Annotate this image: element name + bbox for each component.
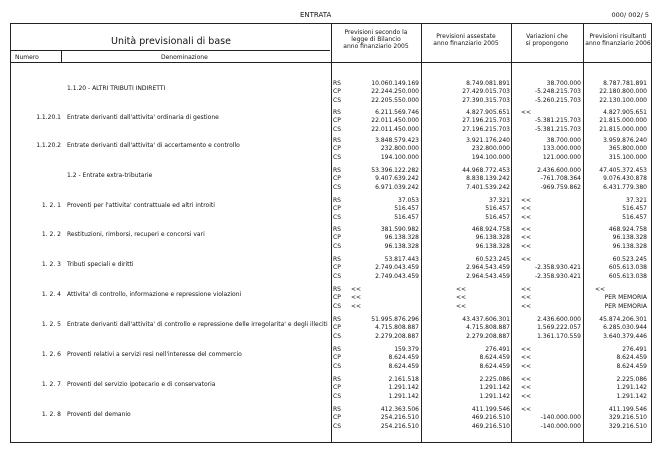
row-code: CP [333,294,341,302]
row-code: CP [333,234,341,242]
row-values-c3 [515,286,581,311]
row-code: RS [333,316,341,323]
row-denomination: Entrate derivanti dall'attivita' di accertamento e controllo [67,142,240,149]
value-cell: 516.457 [394,205,419,213]
value-cell: 468.924.758 [471,226,510,233]
value-cell: << [521,406,532,413]
row-values-c2 [426,197,510,222]
value-cell: -140.000.000 [540,414,581,422]
head-divider [11,50,330,51]
table-row [11,406,651,433]
value-cell: 2.279.208.887 [375,332,419,340]
value-cell: 1.291.142 [616,384,647,392]
value-cell: 8.624.459 [616,354,647,362]
table-row [11,346,651,373]
row-code: RS [333,137,341,144]
row-values-c3 [515,226,581,251]
row-values-c2 [426,406,510,431]
value-cell: 133.000.000 [542,145,581,153]
value-cell: << [521,346,532,353]
row-values-c1 [349,226,419,251]
page-title: ENTRATA [300,11,332,19]
value-cell: 2.225.086 [616,376,647,383]
value-cell: 516.457 [394,213,419,221]
value-cell: 22.011.450.000 [371,117,419,125]
table-row [11,167,651,194]
value-cell: 60.523.245 [475,256,510,263]
value-cell: 232.800.000 [471,145,510,153]
row-denomination: Proventi relativi a servizi resi nell'interesse del commercio [67,351,242,358]
row-denomination: Entrate derivanti dall'attivita' di controllo e repressione delle irregolarita' e degli illeciti [67,321,328,328]
value-cell: << [456,294,467,302]
row-number: 1. 2. 7 [41,381,61,388]
value-cell: -5.260.215.703 [534,96,581,104]
value-cell: << [521,302,532,310]
row-values-c4 [585,316,647,341]
value-cell: 1.291.142 [388,392,419,400]
value-cell: 4.715.808.887 [466,324,510,332]
row-code: RS [333,376,341,383]
table-row [11,286,651,313]
row-codes [333,316,349,341]
value-cell: 2.964.543.459 [466,264,510,272]
row-values-c2 [426,109,510,134]
row-code: CP [333,414,341,422]
budget-table [10,23,652,443]
value-cell: 411.199.546 [608,406,647,413]
value-cell: 9.076.430.878 [603,175,647,183]
value-cell: 96.138.328 [384,234,419,242]
value-cell: 3.921.176.240 [466,137,510,144]
row-values-c3 [515,197,581,222]
value-cell: 469.216.510 [471,422,510,430]
row-code: RS [333,197,341,204]
value-cell: 37.321 [626,197,647,204]
row-codes [333,167,349,192]
value-cell: 516.457 [485,205,510,213]
value-cell: 22.011.450.000 [371,125,419,133]
value-cell: 194.100.000 [471,153,510,161]
value-cell: 21.815.000.000 [599,125,647,133]
value-cell: 9.407.639.242 [375,175,419,183]
row-code: RS [333,226,341,233]
value-cell: 27.390.315.703 [462,96,510,104]
value-cell: 254.216.510 [380,414,419,422]
value-cell: 194.100.000 [380,153,419,161]
row-number: 1.1.20.1 [36,114,61,121]
row-denomination: 1.2 - Entrate extra-tributarie [67,172,153,179]
value-cell: 22.205.550.000 [371,96,419,104]
row-code: CS [333,272,341,280]
row-codes [333,109,349,134]
row-values-c3 [515,256,581,281]
table-row [11,109,651,136]
row-codes [333,376,349,401]
row-code: CP [333,324,341,332]
value-cell: 2.279.208.887 [466,332,510,340]
row-values-c3 [515,316,581,341]
value-cell: 22.180.800.000 [599,88,647,96]
value-cell: 365.800.000 [608,145,647,153]
value-cell: << [521,384,532,392]
row-code: CP [333,88,341,96]
table-row [11,226,651,253]
row-values-c2 [426,226,510,251]
value-cell: 6.285.030.944 [603,324,647,332]
row-values-c1 [349,167,419,192]
row-codes [333,80,349,105]
col2-heading: Previsioni assestate anno finanziario 2005 [433,33,499,47]
row-code: CS [333,125,341,133]
row-codes [333,346,349,371]
value-cell: 45.874.206.301 [599,316,647,323]
row-values-c3 [515,109,581,134]
row-code: CP [333,205,341,213]
row-values-c4 [585,256,647,281]
row-values-c4 [585,197,647,222]
table-row [11,376,651,403]
value-cell: PER MEMORIA [604,294,647,302]
row-code: RS [333,256,341,263]
row-values-c2 [426,80,510,105]
value-cell: PER MEMORIA [604,302,647,310]
value-cell: 96.138.328 [612,242,647,250]
row-values-c2 [426,316,510,341]
row-number: 1. 2. 3 [41,261,61,268]
value-cell: << [521,234,532,242]
row-values-c1 [349,197,419,222]
value-cell: << [521,109,532,116]
value-cell: 3.848.579.423 [375,137,419,144]
row-codes [333,286,349,311]
row-code: RS [333,286,341,293]
row-code: RS [333,346,341,353]
value-cell: 315.100.000 [608,153,647,161]
value-cell: 22.130.100.000 [599,96,647,104]
row-code: CS [333,242,341,250]
row-values-c3 [515,346,581,371]
table-row [11,80,651,107]
row-values-c2 [426,346,510,371]
value-cell: 121.000.000 [542,153,581,161]
value-cell: 329.216.510 [608,422,647,430]
row-codes [333,226,349,251]
row-denomination: Tributi speciali e diritti [67,261,134,268]
value-cell: 2.225.086 [479,376,510,383]
value-cell: 411.199.546 [471,406,510,413]
row-code: CP [333,175,341,183]
page-code: 000/ 002/ 5 [611,11,649,19]
row-values-c3 [515,406,581,431]
row-values-c3 [515,167,581,192]
value-cell: 47.405.372.453 [599,167,647,174]
row-number: 1. 2. 8 [41,411,61,418]
value-cell: 2.749.043.459 [375,264,419,272]
row-code: RS [333,167,341,174]
value-cell: 6.971.039.242 [375,183,419,191]
value-cell: 96.138.328 [475,242,510,250]
row-values-c4 [585,376,647,401]
row-code: RS [333,80,341,87]
row-code: CP [333,117,341,125]
value-cell: << [456,286,467,293]
value-cell: << [521,294,532,302]
value-cell: 10.060.149.169 [371,80,419,87]
value-cell: -5.381.215.703 [534,125,581,133]
row-values-c3 [515,376,581,401]
value-cell: 8.624.459 [479,354,510,362]
value-cell: 38.700.000 [546,137,581,144]
value-cell: -761.708.364 [540,175,581,183]
value-cell: 22.244.250.000 [371,88,419,96]
row-denomination: Proventi per l'attivita' contrattuale ed altri introiti [67,202,215,209]
value-cell: 159.379 [394,346,419,353]
value-cell: 2.436.600.000 [537,167,581,174]
row-values-c1 [349,376,419,401]
value-cell: 37.053 [398,197,419,204]
row-number: 1.1.20.2 [36,142,61,149]
row-number: 1. 2. 4 [41,291,61,298]
value-cell: << [456,302,467,310]
table-row [11,256,651,283]
value-cell: 7.401.539.242 [466,183,510,191]
row-code: CP [333,264,341,272]
row-code: RS [333,406,341,413]
col3-heading: Variazioni che si propongono [525,33,569,47]
value-cell: -140.000.000 [540,422,581,430]
value-cell: 38.700.000 [546,80,581,87]
value-cell: 21.815.000.000 [599,117,647,125]
row-values-c2 [426,256,510,281]
row-values-c2 [426,167,510,192]
value-cell: 27.196.215.703 [462,125,510,133]
value-cell: 469.216.510 [471,414,510,422]
value-cell: << [521,213,532,221]
row-values-c4 [585,286,647,311]
value-cell: 3.640.379.446 [603,332,647,340]
row-code: RS [333,109,341,116]
value-cell: 96.138.328 [384,242,419,250]
row-values-c4 [585,167,647,192]
row-code: CS [333,302,341,310]
value-cell: 1.291.142 [616,392,647,400]
value-cell: 1.361.170.559 [537,332,581,340]
row-values-c4 [585,137,647,162]
value-cell: -969.759.862 [540,183,581,191]
value-cell: 53.396.122.282 [371,167,419,174]
value-cell: 605.613.038 [608,264,647,272]
row-values-c1 [349,406,419,431]
value-cell: << [521,197,532,204]
row-values-c1 [349,346,419,371]
value-cell: 8.624.459 [388,354,419,362]
value-cell: 8.624.459 [616,362,647,370]
row-number: 1. 2. 1 [41,202,61,209]
row-codes [333,406,349,431]
value-cell: 4.827.905.651 [466,109,510,116]
value-cell: -5.381.215.703 [534,117,581,125]
value-cell: << [595,286,606,293]
numero-heading: Numero [15,54,39,61]
value-cell: 276.491 [485,346,510,353]
value-cell: 37.321 [489,197,510,204]
value-cell: -5.248.215.703 [534,88,581,96]
value-cell: 605.613.038 [608,272,647,280]
numero-divider [61,50,62,62]
value-cell: << [521,362,532,370]
row-values-c1 [349,80,419,105]
row-code: CS [333,213,341,221]
value-cell: 232.800.000 [380,145,419,153]
value-cell: 468.924.758 [608,226,647,233]
row-values-c4 [585,109,647,134]
value-cell: 3.959.876.240 [603,137,647,144]
row-code: CS [333,153,341,161]
row-codes [333,137,349,162]
row-values-c2 [426,376,510,401]
row-values-c1 [349,316,419,341]
value-cell: 4.827.905.651 [603,109,647,116]
row-code: CS [333,392,341,400]
row-code: CP [333,354,341,362]
value-cell: 516.457 [622,213,647,221]
row-denomination: Restituzioni, rimborsi, recuperi e concorsi vari [67,231,205,238]
value-cell: << [521,286,532,293]
value-cell: 27.196.215.703 [462,117,510,125]
value-cell: 254.216.510 [380,422,419,430]
value-cell: << [521,376,532,383]
row-denomination: Proventi del servizio ipotecario e di conservatoria [67,381,216,388]
value-cell: 8.838.139.242 [466,175,510,183]
table-row [11,316,651,343]
denominazione-heading: Denominazione [161,54,208,61]
row-number: 1. 2. 6 [41,351,61,358]
value-cell: << [351,286,362,293]
value-cell: 6.431.779.380 [603,183,647,191]
unita-heading: Unità previsionali di base [111,36,231,47]
row-values-c4 [585,80,647,105]
value-cell: 44.968.772.453 [462,167,510,174]
row-values-c1 [349,256,419,281]
value-cell: 329.216.510 [608,414,647,422]
value-cell: 4.715.808.887 [375,324,419,332]
row-code: CP [333,384,341,392]
value-cell: 8.624.459 [388,362,419,370]
row-code: CS [333,96,341,104]
value-cell: 1.569.222.057 [537,324,581,332]
value-cell: << [521,392,532,400]
value-cell: 2.749.043.459 [375,272,419,280]
head-divider [11,62,651,63]
value-cell: 96.138.328 [612,234,647,242]
value-cell: << [351,302,362,310]
row-values-c2 [426,137,510,162]
row-denomination: Entrate derivanti dall'attivita' ordinaria di gestione [67,114,219,121]
value-cell: 516.457 [485,213,510,221]
row-code: CP [333,145,341,153]
table-row [11,137,651,164]
value-cell: << [521,205,532,213]
row-code: CS [333,422,341,430]
value-cell: 53.817.443 [384,256,419,263]
value-cell: 2.964.543.459 [466,272,510,280]
row-denomination: Attivita' di controllo, informazione e repressione violazioni [67,291,242,298]
row-values-c4 [585,346,647,371]
value-cell: 1.291.142 [479,392,510,400]
value-cell: << [521,256,532,263]
row-values-c3 [515,80,581,105]
row-code: CS [333,362,341,370]
value-cell: 2.161.518 [388,376,419,383]
value-cell: << [521,242,532,250]
row-number: 1. 2. 5 [41,321,61,328]
value-cell: 412.363.506 [380,406,419,413]
value-cell: 276.491 [622,346,647,353]
value-cell: -2.358.930.421 [534,264,581,272]
row-denomination: 1.1.20 - ALTRI TRIBUTI INDIRETTI [67,85,166,92]
row-number: 1. 2. 2 [41,231,61,238]
row-denomination: Proventi del demanio [67,411,131,418]
value-cell: 8.624.459 [479,362,510,370]
value-cell: 8.787.781.891 [603,80,647,87]
row-values-c2 [426,286,510,311]
row-code: CS [333,183,341,191]
col1-heading: Previsioni secondo la legge di Bilancio anno finanziario 2005 [343,29,409,50]
col4-heading: Previsioni risultanti anno finanziario 2006 [585,33,651,47]
row-codes [333,197,349,222]
value-cell: << [521,354,532,362]
row-values-c4 [585,406,647,431]
value-cell: 6.211.569.746 [375,109,419,116]
value-cell: 27.429.015.703 [462,88,510,96]
value-cell: 1.291.142 [479,384,510,392]
value-cell: 96.138.328 [475,234,510,242]
value-cell: 381.590.982 [380,226,419,233]
row-values-c1 [349,109,419,134]
table-row [11,197,651,224]
value-cell: 43.437.606.301 [462,316,510,323]
row-values-c3 [515,137,581,162]
value-cell: << [521,226,532,233]
row-values-c1 [349,286,419,311]
row-values-c1 [349,137,419,162]
value-cell: 51.995.876.296 [371,316,419,323]
value-cell: -2.358.930.421 [534,272,581,280]
row-codes [333,256,349,281]
value-cell: 60.523.245 [612,256,647,263]
row-values-c4 [585,226,647,251]
value-cell: 8.749.081.891 [466,80,510,87]
value-cell: 516.457 [622,205,647,213]
row-code: CS [333,332,341,340]
value-cell: << [351,294,362,302]
value-cell: 2.436.600.000 [537,316,581,323]
value-cell: 1.291.142 [388,384,419,392]
